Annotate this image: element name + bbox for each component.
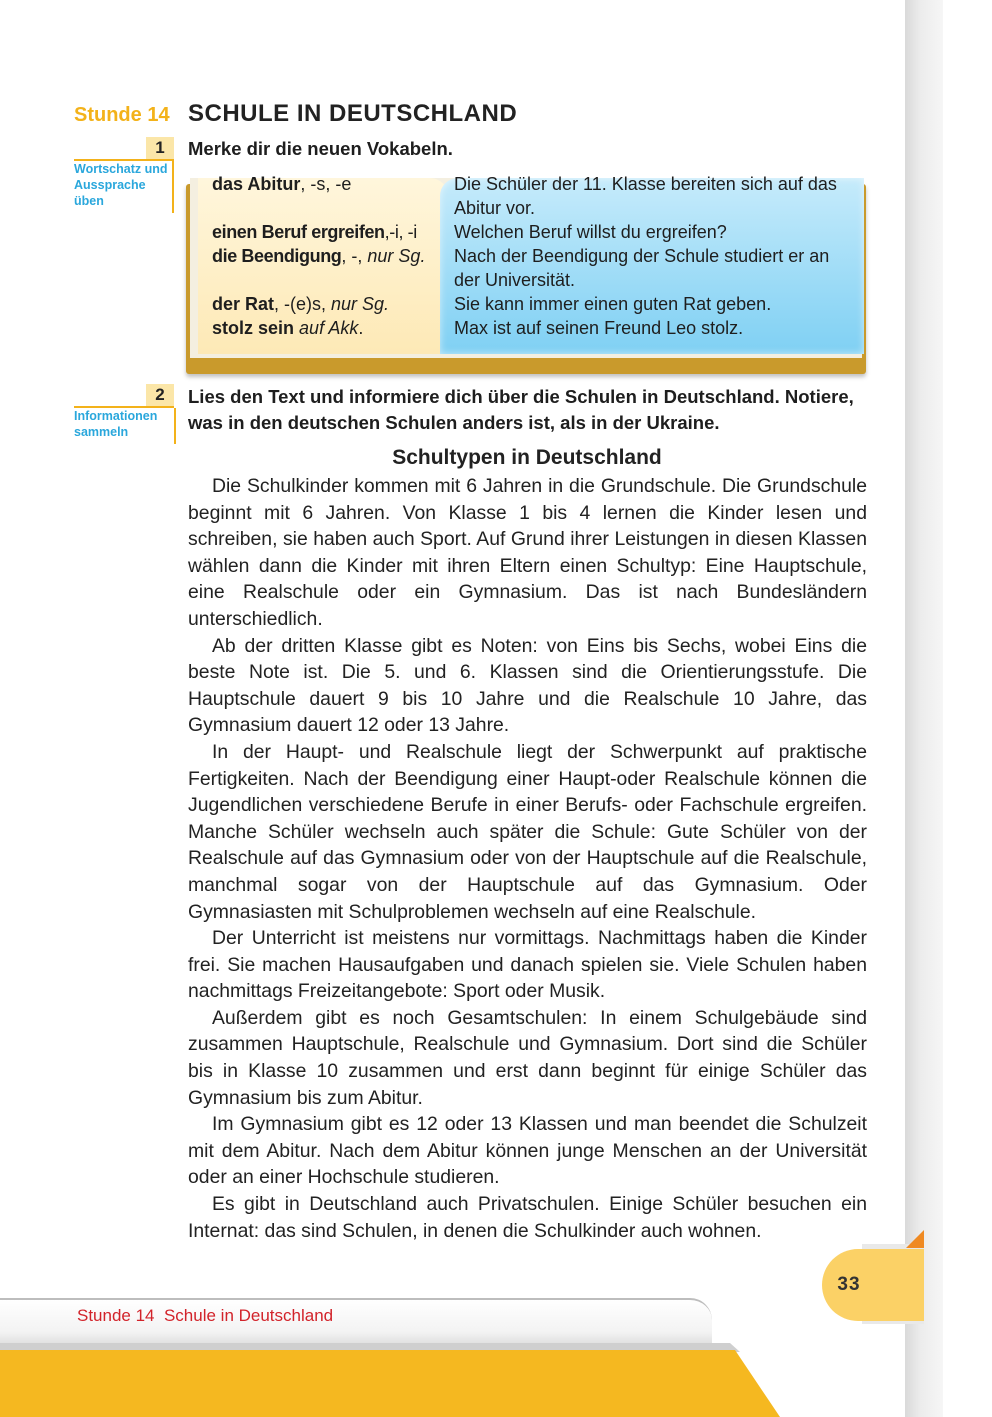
vocab-term: die Beendigung, -, nur Sg.	[212, 246, 426, 266]
task-2-marker	[74, 384, 174, 408]
text-paragraph: Außerdem gibt es noch Gesamtschulen: In einem Schulgebäude sind zusammen Hauptschule, Realschule und Gymnasium. Dort sind die Schüler bis in Klasse 10 zusammen und erst dann beginnt für einige Schüler das Gymnasium bis zum Abitur.	[188, 1006, 867, 1109]
task-2-number: 2	[146, 384, 174, 406]
running-title: Stunde 14 Schule in Deutschland	[77, 1306, 334, 1325]
task-1-number: 1	[146, 137, 174, 159]
footer-band	[0, 1350, 780, 1417]
task-1-marker	[74, 137, 174, 161]
task-1-skill-label: Wortschatz und Aussprache üben	[74, 161, 174, 213]
vocab-term: der Rat, -(e)s, nur Sg.	[212, 294, 390, 314]
task-2-instruction: Lies den Text und informiere dich über die Schulen in Deutschland. Notiere, was in den deutschen Schulen anders ist, als in der Ukraine.	[188, 386, 854, 433]
text-paragraph: Ab der dritten Klasse gibt es Noten: von Eins bis Sechs, wobei Eins die beste Note ist. Die 5. und 6. Klassen sind die Orientierungsstufe. Die Hauptschule dauert 9 bis 10 Jahre und die Realschule 10 Jahre, das Gymnasium dauert 12 oder 13 Jahre.	[188, 634, 867, 737]
text-paragraph: Die Schulkinder kommen mit 6 Jahren in die Grundschule. Die Grundschule beginnt mit 6 Jahren. Von Klasse 1 bis 4 lernen die Kinder lesen und schreiben, sie haben auch Sport. Auf Grund ihrer Leistungen in diesen Klassen wählen dann die Kinder mit ihren Eltern einen Schultyp: Eine Hauptschule, eine Realschule oder ein Gymnasium. Das ist nach Bundesländern unterschiedlich.	[188, 475, 867, 630]
text-paragraph: Es gibt in Deutschland auch Privatschulen. Einige Schüler besuchen ein Internat: das sind Schulen, in denen die Schulkinder auch wohnen.	[188, 1193, 867, 1242]
page-tab-corner	[906, 1230, 924, 1248]
lesson-number: Stunde 14	[74, 104, 170, 126]
vocab-example: Max ist auf seinen Freund Leo stolz.	[454, 318, 744, 338]
page-title: SCHULE IN DEUTSCHLAND	[188, 100, 518, 127]
vocab-term: stolz sein auf Akk.	[212, 318, 364, 338]
vocab-example: Die Schüler der 11. Klasse bereiten sich auf das Abitur vor.	[454, 174, 837, 218]
text-paragraph: Der Unterricht ist meistens nur vormittags. Nachmittags haben die Kinder frei. Sie machen Hausaufgaben und danach spielen sie. Viele Schulen haben nachmittags Freizeitangebote: Sport oder Musik.	[188, 927, 867, 1003]
reading-text	[188, 473, 867, 1244]
task-2-skill-label: Informationen sammeln	[74, 408, 176, 444]
vocab-term: das Abitur, -s, -e	[212, 174, 352, 194]
vocab-example: Nach der Beendigung der Schule studiert er an der Universität.	[454, 246, 830, 290]
vocab-term: einen Beruf ergreifen,-i, -i	[212, 222, 417, 242]
text-paragraph: In der Haupt- und Realschule liegt der Schwerpunkt auf praktische Fertigkeiten. Nach der Beendigung einer Haupt-oder Realschule können die Jugendlichen verschiedene Berufe in einer Berufs- oder Fachschule ergreifen. Manche Schüler wechseln auch später die Schule: Gute Schüler von der Realschule auf das Gymnasium oder von der Hauptschule auf die Realschule, manchmal sogar von der Hauptschule auf das Gymnasium. Oder Gymnasiasten mit Schulproblemen wechseln auf eine Realschule.	[188, 740, 867, 923]
page-edge	[905, 0, 943, 1417]
vocab-example: Welchen Beruf willst du ergreifen?	[454, 222, 727, 242]
vocab-example: Sie kann immer einen guten Rat geben.	[454, 294, 772, 314]
task-1-instruction: Merke dir die neuen Vokabeln.	[188, 138, 453, 159]
page-number: 33	[837, 1274, 861, 1295]
text-paragraph: Im Gymnasium gibt es 12 oder 13 Klassen und man beendet die Schulzeit mit dem Abitur. Nach dem Abitur können junge Menschen an der Universität oder an einer Hochschule studieren.	[188, 1113, 867, 1189]
text-title: Schultypen in Deutschland	[392, 446, 662, 469]
